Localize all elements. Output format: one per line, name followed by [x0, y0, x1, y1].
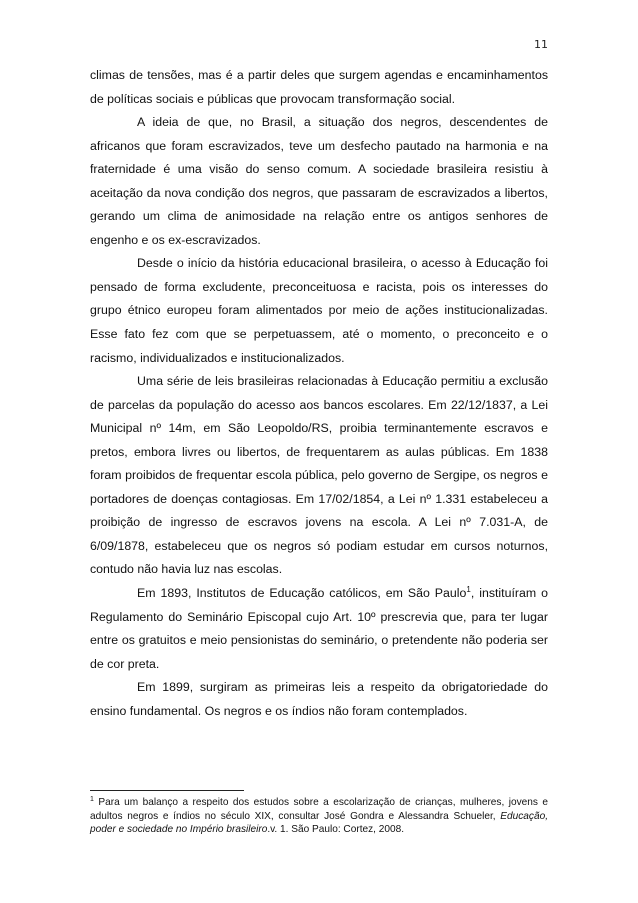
paragraph-5-text-after-note: , instituíram o Regulamento do Seminário Episcopal cujo Art. 10º prescrevia que, para ter lugar entre os gratuitos e meio pensionistas do seminário, o pretendente não poderia ser de cor preta.	[90, 586, 548, 671]
footnote-text-after: .v. 1. São Paulo: Cortez, 2008.	[267, 824, 405, 836]
footnote	[90, 796, 548, 837]
page-number: 11	[534, 38, 548, 51]
footnote-reference[interactable]: 1	[466, 585, 471, 595]
paragraph-2: A ideia de que, no Brasil, a situação dos negros, descendentes de africanos que foram escravizados, teve um desfecho pautado na harmonia e na fraternidade é uma visão do senso comum. A sociedade brasileira resistiu à aceitação da nova condição dos negros, que passaram de escravizados a libertos, gerando um clima de animosidade na relação entre os antigos senhores de engenho e os ex-escravizados.	[90, 115, 548, 247]
paragraph-4: Uma série de leis brasileiras relacionadas à Educação permitiu a exclusão de parcelas da população do acesso aos bancos escolares. Em 22/12/1837, a Lei Municipal nº 14m, em São Leopoldo/RS, proibia terminantemente escravos e pretos, embora livres ou libertos, de frequentarem as aulas públicas. Em 1838 foram proibidos de frequentar escola pública, pelo governo de Sergipe, os negros e portadores de doenças contagiosas. Em 17/02/1854, a Lei nº 1.331 estabeleceu a proibição de ingresso de escravos jovens na escola. A Lei nº 7.031-A, de 6/09/1878, estabeleceu que os negros só podiam estudar em cursos noturnos, contudo não havia luz nas escolas.	[90, 374, 548, 577]
footnote-book-title: Educação, poder e sociedade no Império brasileiro	[90, 810, 548, 836]
body-text	[90, 64, 548, 723]
footnote-text-before: Para um balanço a respeito dos estudos sobre a escolarização de crianças, mulheres, jovens e adultos negros e índios no século XIX, consultar José Gondra e Alessandra Schueler,	[90, 797, 548, 822]
paragraph-1: climas de tensões, mas é a partir deles que surgem agendas e encaminhamentos de políticas sociais e públicas que provocam transformação social.	[90, 68, 548, 106]
paragraph-6: Em 1899, surgiram as primeiras leis a respeito da obrigatoriedade do ensino fundamental. Os negros e os índios não foram contemplados.	[90, 680, 548, 718]
paragraph-5-text-before-note: Em 1893, Institutos de Educação católicos, em São Paulo	[137, 586, 467, 601]
footnote-divider	[90, 790, 244, 791]
paragraph-5	[90, 582, 548, 676]
paragraph-3: Desde o início da história educacional brasileira, o acesso à Educação foi pensado de forma excludente, preconceituosa e racista, pois os interesses do grupo étnico europeu foram alimentados por meio de ações institucionalizadas. Esse fato fez com que se perpetuassem, até o momento, o preconceito e o racismo, individualizados e institucionalizados.	[90, 256, 548, 365]
footnote-marker: 1	[90, 796, 94, 803]
